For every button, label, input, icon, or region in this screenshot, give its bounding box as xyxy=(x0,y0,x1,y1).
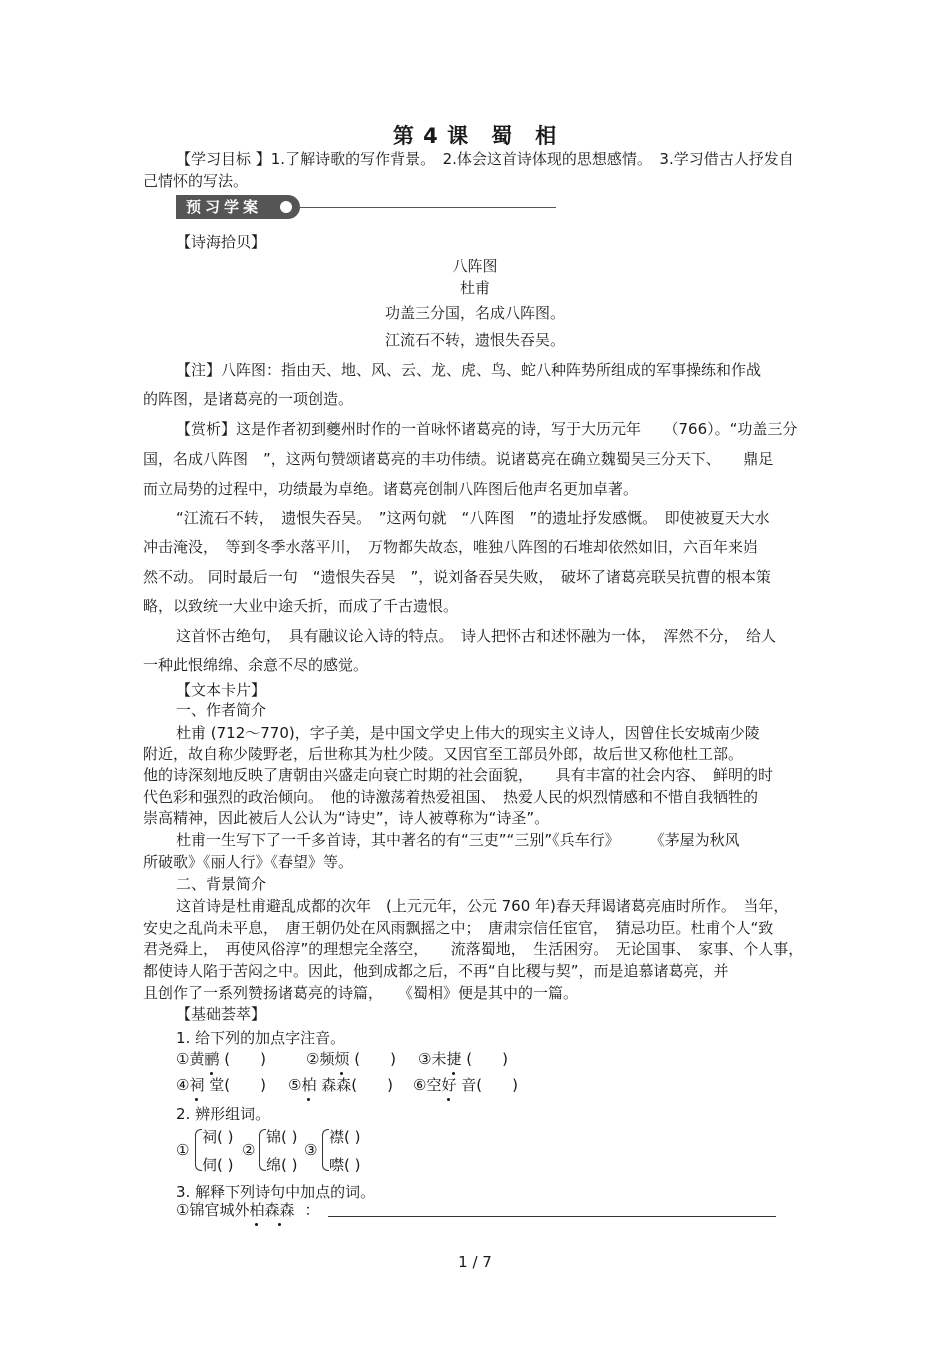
author-line: 附近，故自称少陵野老，后世称其为杜少陵。又因官至工部员外郎，故后世又称他杜工部。 xyxy=(143,745,744,763)
question-3: 3. 解释下列诗句中加点的词。 xyxy=(176,1183,376,1201)
background-line: 且创作了一系列赞扬诸葛亮的诗篇， 《蜀相》便是其中的一篇。 xyxy=(143,984,579,1002)
author-line: 代色彩和强烈的政治倾向。 他的诗激荡着热爱祖国、 热爱人民的炽烈情感和不惜自我牺牲的 xyxy=(143,788,759,806)
author-line: 杜甫 (712～770)，字子美，是中国文学史上伟大的现实主义诗人，因曾住长安城南少陵 xyxy=(176,724,760,742)
section-heading-text-card: 【文本卡片】 xyxy=(176,681,267,699)
question-2: 2. 辨形组词。 xyxy=(176,1105,271,1123)
appreciation-line: 冲击淹没， 等到冬季水落平川， 万物都失故态，唯独八阵图的石堆却依然如旧，六百年来岿 xyxy=(143,538,759,556)
answer-blank[interactable]: ( ) xyxy=(224,1050,266,1068)
banner-label: 预习学案 xyxy=(186,198,263,216)
dotted-char: 烦 xyxy=(334,1050,350,1068)
answer-blank[interactable]: ( ) xyxy=(354,1050,396,1068)
banner-divider xyxy=(300,207,556,208)
item-number: ⑤ xyxy=(288,1076,302,1094)
dotted-char: 柏 xyxy=(249,1201,265,1219)
word-form-top[interactable]: 祠( ) xyxy=(202,1128,234,1146)
preview-banner xyxy=(176,195,300,219)
item-number: ①黄 xyxy=(176,1050,205,1068)
poem-line-1: 功盖三分国，名成八阵图。 xyxy=(384,304,565,322)
brace-icon xyxy=(322,1129,329,1171)
banner-dot-icon xyxy=(280,201,292,213)
brace-icon xyxy=(195,1129,202,1171)
background-heading: 二、背景简介 xyxy=(176,875,267,893)
pinyin-item xyxy=(176,1049,266,1069)
question-1: 1. 给下列的加点字注音。 xyxy=(176,1029,346,1047)
word-form-top[interactable]: 锦( ) xyxy=(266,1128,298,1146)
appreciation-line: 然不动。 同时最后一句 “遗恨失吞吴 ”，说刘备吞吴失败， 破坏了诸葛亮联吴抗曹的根本策 xyxy=(143,568,771,586)
page-title: 第 4 课 蜀 相 xyxy=(392,124,558,148)
objectives-line-1: 【学习目标 】1.了解诗歌的写作背景。 2.体会这首诗体现的思想感情。 3.学习借古人抒发自 xyxy=(176,150,794,168)
note-line-2: 的阵图，是诸葛亮的一项创造。 xyxy=(143,390,354,408)
dotted-char: 捷 xyxy=(446,1050,462,1068)
poem-author: 杜甫 xyxy=(459,279,490,297)
appreciation-line: 略，以致统一大业中途夭折，而成了千古遗恨。 xyxy=(143,597,459,615)
author-heading: 一、作者简介 xyxy=(176,701,267,719)
item-colon: ： xyxy=(304,1201,320,1219)
pinyin-item xyxy=(413,1075,518,1095)
background-line: 安史之乱尚未平息， 唐王朝仍处在风雨飘摇之中； 唐肃宗信任宦官， 猜忌功臣。杜甫个人“致 xyxy=(143,919,774,937)
background-line: 这首诗是杜甫避乱成都的次年 (上元元年，公元 760 年)春天拜谒诸葛亮庙时所作。 当年， xyxy=(176,897,789,915)
appreciation-line: 而立局势的过程中，功绩最为卓绝。诸葛亮创制八阵图后他声名更加卓著。 xyxy=(143,480,639,498)
note-line-1: 【注】八阵图：指由天、地、风、云、龙、虎、鸟、蛇八种阵势所组成的军事操练和作战 xyxy=(176,361,762,379)
appreciation-line: “江流石不转， 遗恨失吞吴。 ”这两句就 “八阵图 ”的遗址抒发感慨。 即使被夏天大水 xyxy=(176,509,770,527)
pinyin-item xyxy=(306,1049,396,1069)
item-number: ④ xyxy=(176,1076,190,1094)
appreciation-line: 【赏析】这是作者初到夔州时作的一首咏怀诸葛亮的诗，写于大历元年 （766）。“功盖三分 xyxy=(176,420,798,438)
item-text: 音 xyxy=(461,1076,477,1094)
objectives-line-2: 己情怀的写法。 xyxy=(143,172,249,190)
dotted-char: 鹂 xyxy=(204,1050,220,1068)
item-number: ⑥空 xyxy=(413,1076,442,1094)
dotted-char: 柏 xyxy=(301,1076,317,1094)
item-text: ①锦官城外 xyxy=(176,1201,250,1219)
item-number: ③未 xyxy=(418,1050,447,1068)
item-number: ②频 xyxy=(306,1050,335,1068)
dotted-char: 森森 xyxy=(264,1201,295,1219)
dotted-char: 祠 xyxy=(189,1076,205,1094)
author-line: 他的诗深刻地反映了唐朝由兴盛走向衰亡时期的社会面貌， 具有丰富的社会内容、 鲜明的时 xyxy=(143,766,774,784)
author-line: 所破歌》《丽人行》《春望》等。 xyxy=(143,853,354,871)
section-heading-basics: 【基础荟萃】 xyxy=(176,1005,267,1023)
appreciation-line: 国，名成八阵图 ”，这两句赞颂诸葛亮的丰功伟绩。说诸葛亮在确立魏蜀吴三分天下、 鼎足 xyxy=(143,450,774,468)
word-form-bottom[interactable]: 伺( ) xyxy=(202,1156,234,1174)
background-line: 都使诗人陷于苦闷之中。因此，他到成都之后，不再“自比稷与契”，而是追慕诸葛亮，并 xyxy=(143,962,729,980)
pinyin-item xyxy=(176,1075,266,1095)
pinyin-item xyxy=(288,1075,393,1095)
word-form-bottom[interactable]: 噤( ) xyxy=(329,1156,361,1174)
section-heading-poem: 【诗海拾贝】 xyxy=(176,233,267,251)
brace-icon xyxy=(259,1129,266,1171)
dotted-char: 好 xyxy=(441,1076,457,1094)
group-number: ② xyxy=(242,1141,256,1159)
item-text: 森森 xyxy=(321,1076,352,1094)
appreciation-line: 一种此恨绵绵、余意不尽的感觉。 xyxy=(143,656,369,674)
answer-blank[interactable]: ( ) xyxy=(466,1050,508,1068)
answer-line[interactable] xyxy=(328,1216,776,1217)
page-number: 1 / 7 xyxy=(458,1253,492,1271)
author-line: 杜甫一生写下了一千多首诗，其中著名的有“三吏”“三别”《兵车行》 《茅屋为秋风 xyxy=(176,831,740,849)
group-number: ③ xyxy=(304,1141,318,1159)
explain-item xyxy=(176,1200,320,1220)
author-line: 崇高精神，因此被后人公认为“诗史”，诗人被尊称为“诗圣”。 xyxy=(143,809,550,827)
item-text: 堂 xyxy=(209,1076,225,1094)
word-form-bottom[interactable]: 绵( ) xyxy=(266,1156,298,1174)
poem-title: 八阵图 xyxy=(452,257,498,275)
appreciation-line: 这首怀古绝句， 具有融议论入诗的特点。 诗人把怀古和述怀融为一体， 浑然不分， 给人 xyxy=(176,627,777,645)
word-form-top[interactable]: 襟( ) xyxy=(329,1128,361,1146)
poem-line-2: 江流石不转，遗恨失吞吴。 xyxy=(384,331,565,349)
group-number: ① xyxy=(176,1141,190,1159)
pinyin-item xyxy=(418,1049,508,1069)
answer-blank[interactable]: ( ) xyxy=(224,1076,266,1094)
answer-blank[interactable]: ( ) xyxy=(476,1076,518,1094)
background-line: 君尧舜上， 再使风俗淳”的理想完全落空， 流落蜀地， 生活困穷。 无论国事、 家事、个人事， xyxy=(143,940,804,958)
answer-blank[interactable]: ( ) xyxy=(351,1076,393,1094)
